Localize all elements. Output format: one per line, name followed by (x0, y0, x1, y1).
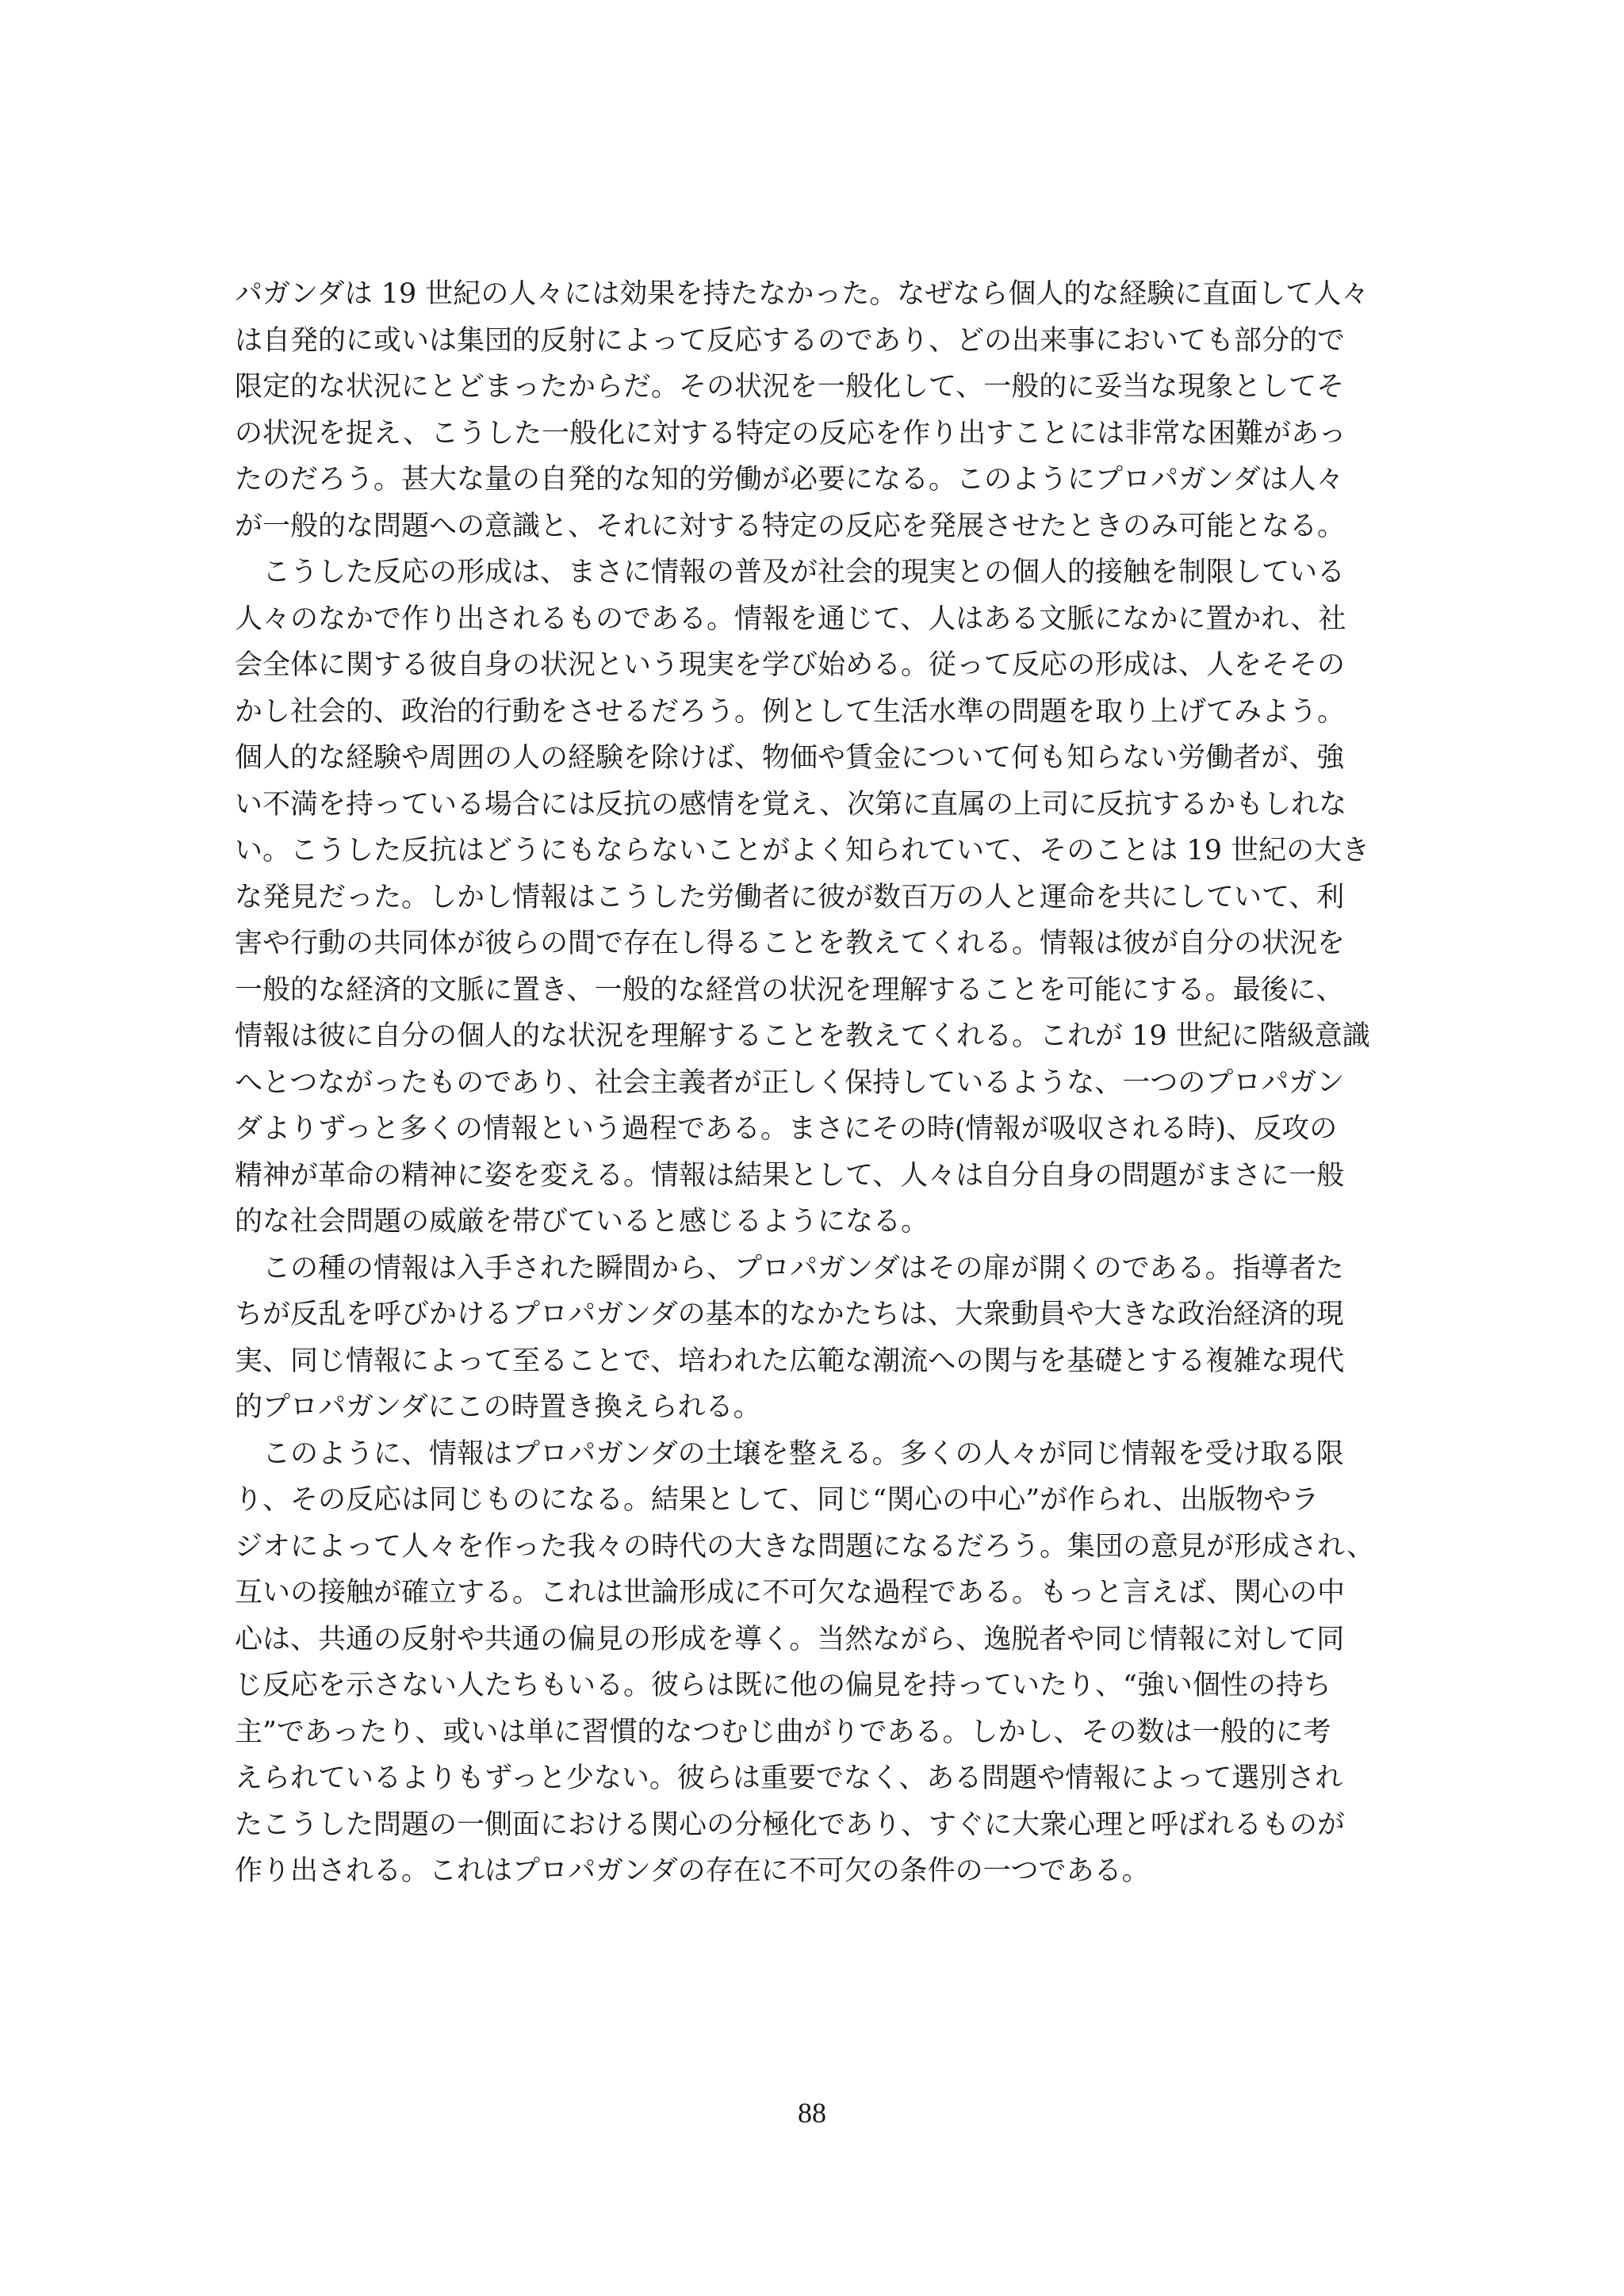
text-line: 互いの接触が確立する。これは世論形成に不可欠な過程である。もっと言えば、関心の中 (235, 1577, 1346, 1609)
page-number: 88 (798, 2097, 826, 2129)
text-line: 個人的な経験や周囲の人の経験を除けば、物価や賃金について何も知らない労働者が、強 (235, 742, 1345, 774)
text-line: 主”であったり、或いは単に習慣的なつむじ曲がりである。しかし、その数は一般的に考 (235, 1716, 1331, 1748)
text-line: ジオによって人々を作った我々の時代の大きな問題になるだろう。集団の意見が形成され、 (235, 1530, 1375, 1563)
text-line: このように、情報はプロパガンダの土壌を整える。多くの人々が同じ情報を受け取る限 (235, 1437, 1344, 1470)
text-line: たこうした問題の一側面における関心の分極化であり、すぐに大衆心理と呼ばれるものが (235, 1808, 1346, 1841)
text-line: い不満を持っている場合には反抗の感情を覚え、次第に直属の上司に反抗するかもしれな (235, 788, 1347, 821)
text-line: パガンダは 19 世紀の人々には効果を持たなかった。なぜなら個人的な経験に直面して人々 (235, 278, 1369, 310)
text-line: い。こうした反抗はどうにもならないことがよく知られていて、そのことは 19 世紀の大き (235, 835, 1370, 867)
text-line: こうした反応の形成は、まさに情報の普及が社会的現実との個人的接触を制限している (235, 557, 1346, 588)
text-line: の状況を捉え、こうした一般化に対する特定の反応を作り出すことには非常な困難があっ (235, 417, 1346, 450)
text-line: 人々のなかで作り出されるものである。情報を通じて、人はある文脈になかに置かれ、社 (235, 603, 1346, 635)
text-line: 限定的な状況にとどまったからだ。その状況を一般化して、一般的に妥当な現象としてそ (235, 371, 1345, 403)
text-line: えられているよりもずっと少ない。彼らは重要でなく、ある問題や情報によって選別され (235, 1762, 1343, 1794)
text-line: は自発的に或いは集団的反射によって反応するのであり、どの出来事においても部分的で (235, 324, 1346, 357)
text-line: この種の情報は入手された瞬間から、プロパガンダはその扉が開くのである。指導者た (235, 1252, 1344, 1284)
text-line: 作り出される。これはプロパガンダの存在に不可欠の条件の一つである。 (235, 1855, 1150, 1887)
text-line: が一般的な問題への意識と、それに対する特定の反応を発展させたときのみ可能となる。 (235, 510, 1346, 542)
body-text (235, 271, 1392, 1895)
text-line: 会全体に関する彼自身の状況という現実を学び始める。従って反応の形成は、人をそその (235, 649, 1346, 681)
text-line: 精神が革命の精神に姿を変える。情報は結果として、人々は自分自身の問題がまさに一般 (235, 1159, 1345, 1192)
text-line: 害や行動の共同体が彼らの間で存在し得ることを教えてくれる。情報は彼が自分の状況を (235, 928, 1346, 959)
text-line: ちが反乱を呼びかけるプロパガンダの基本的なかたちは、大衆動員や大きな政治経済的現 (235, 1299, 1344, 1330)
text-line: じ反応を示さない人たちもいる。彼らは既に他の偏見を持っていたり、“強い個性の持ち (235, 1670, 1331, 1701)
text-line: へとつながったものであり、社会主義者が正しく保持しているような、一つのプロパガン (235, 1066, 1345, 1099)
text-line: 的プロパガンダにこの時置き換えられる。 (235, 1391, 761, 1423)
text-line: な発見だった。しかし情報はこうした労働者に彼が数百万の人と運命を共にしていて、利 (235, 881, 1345, 913)
text-line: り、その反応は同じものになる。結果として、同じ“関心の中心”が作られ、出版物やラ (235, 1484, 1320, 1516)
text-line: 的な社会問題の威厳を帯びていると感じるようになる。 (235, 1206, 929, 1238)
text-line: かし社会的、政治的行動をさせるだろう。例として生活水準の問題を取り上げてみよう。 (235, 695, 1346, 728)
text-line: 心は、共通の反射や共通の偏見の形成を導く。当然ながら、逸脱者や同じ情報に対して同 (235, 1623, 1345, 1655)
text-line: 一般的な経済的文脈に置き、一般的な経営の状況を理解することを可能にする。最後に、 (235, 974, 1344, 1006)
text-line: ダよりずっと多くの情報という過程である。まさにその時(情報が吸収される時)、反攻の (235, 1113, 1338, 1145)
text-line: 情報は彼に自分の個人的な状況を理解することを教えてくれる。これが 19 世紀に階級意識 (235, 1020, 1370, 1052)
text-line: たのだろう。甚大な量の自発的な知的労働が必要になる。このようにプロパガンダは人々 (235, 464, 1344, 496)
text-line: 実、同じ情報によって至ることで、培われた広範な潮流への関与を基礎とする複雑な現代 (235, 1345, 1345, 1377)
